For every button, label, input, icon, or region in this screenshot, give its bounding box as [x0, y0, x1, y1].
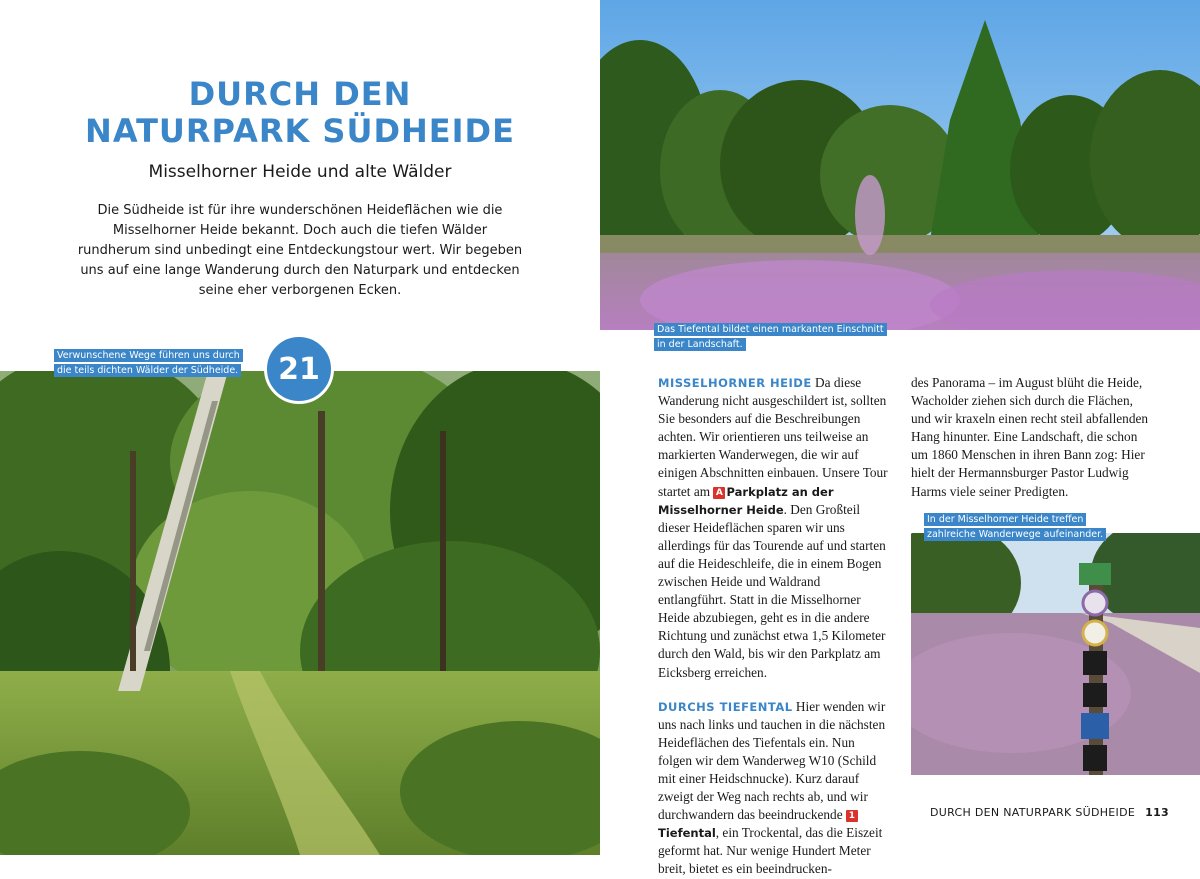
- body-text: , ein Trockental, das die Eiszeit geformt hat. Nur wenige Hundert Meter breit, bietet es ein beeindrucken-: [658, 825, 883, 877]
- section-misselhorner-heide: [658, 374, 888, 682]
- forest-photo-caption: [54, 348, 243, 378]
- heath-photo: [600, 0, 1200, 330]
- page-number: 113: [1145, 806, 1169, 819]
- place-name: Parkplatz an der Misselhorner Heide: [658, 484, 834, 517]
- signpost-photo: [911, 533, 1200, 775]
- section-heading: DURCHS TIEFENTAL: [658, 699, 793, 714]
- title-line-1: DURCH DEN: [188, 75, 412, 113]
- caption-line: Verwunschene Wege führen uns durch: [54, 349, 243, 362]
- body-text: des Panorama – im August blüht die Heide, Wacholder ziehen sich durch die Flächen, und wir kraxeln einen recht steil abfallenden Hang hinunter. Eine Landschaft, die schon um 1860 Menschen in ihren Bann zog: Hier hielt der Hermannsburger Pastor Ludwig Harms viele seiner Predigten.: [911, 375, 1149, 499]
- body-text: . Den Großteil dieser Heideflächen sparen wir uns allerdings für das Tourende auf und starten auf die Heideschleife, die in einem Bogen zwischen Heide und Waldrand entlangführt. Statt in die Misselhorner Heide abzubiegen, geht es in die andere Richtung und zunächst etwa 1,5 Kilometer durch den Wald, bis wir den Parkplatz am Eicksberg erreichen.: [658, 501, 886, 680]
- body-text: Hier wenden wir uns nach links und tauchen in die nächsten Heideflächen des Tiefentals ein. Nun folgen wir dem Wanderweg W10 (Schild mit einer Heidschnucke). Kurz darauf zweigt der Weg nach rechts ab, und wir durchwandern das beeindruckende: [658, 698, 886, 823]
- caption-line: in der Landschaft.: [654, 338, 746, 351]
- text-column-2: [911, 374, 1151, 501]
- caption-line: In der Misselhorner Heide treffen: [924, 513, 1086, 526]
- title-line-2: NATURPARK SÜDHEIDE: [85, 112, 515, 150]
- signpost-photo-caption: [924, 512, 1106, 542]
- page-title: [0, 76, 600, 150]
- body-text: Da diese Wanderung nicht ausgeschildert ist, sollten Sie besonders auf die Beschreibungen achten. Wir orientieren uns teilweise an markierten Wanderwegen, die wir auf einigen Abschnitten einbauen. Unsere Tour startet am: [658, 375, 888, 499]
- page-footer: [930, 806, 1169, 819]
- caption-line: die teils dichten Wälder der Südheide.: [54, 364, 241, 377]
- section-durchs-tiefental: [658, 698, 888, 879]
- forest-photo: [0, 371, 600, 855]
- intro-paragraph: Die Südheide ist für ihre wunderschönen Heideflächen wie die Misselhorner Heide bekannt. Doch auch die tiefen Wälder rundherum sind unbedingt eine Entdeckungstour wert. Wir begeben uns auf eine lange Wanderung durch den Naturpark und entdecken seine eher verborgenen Ecken.: [77, 203, 523, 298]
- map-marker-1: 1: [846, 810, 858, 822]
- running-title: DURCH DEN NATURPARK SÜDHEIDE: [930, 806, 1136, 819]
- text-column-1: [658, 374, 888, 879]
- section-heading: MISSELHORNER HEIDE: [658, 376, 812, 390]
- caption-line: Das Tiefental bildet einen markanten Einschnitt: [654, 323, 887, 336]
- caption-line: zahlreiche Wanderwege aufeinander.: [924, 528, 1106, 541]
- map-marker-a: A: [713, 487, 725, 499]
- subtitle: Misselhorner Heide und alte Wälder: [148, 162, 452, 182]
- heath-photo-caption: [654, 322, 887, 352]
- place-name: Tiefental: [658, 826, 716, 841]
- tour-number-badge: 21: [264, 334, 334, 404]
